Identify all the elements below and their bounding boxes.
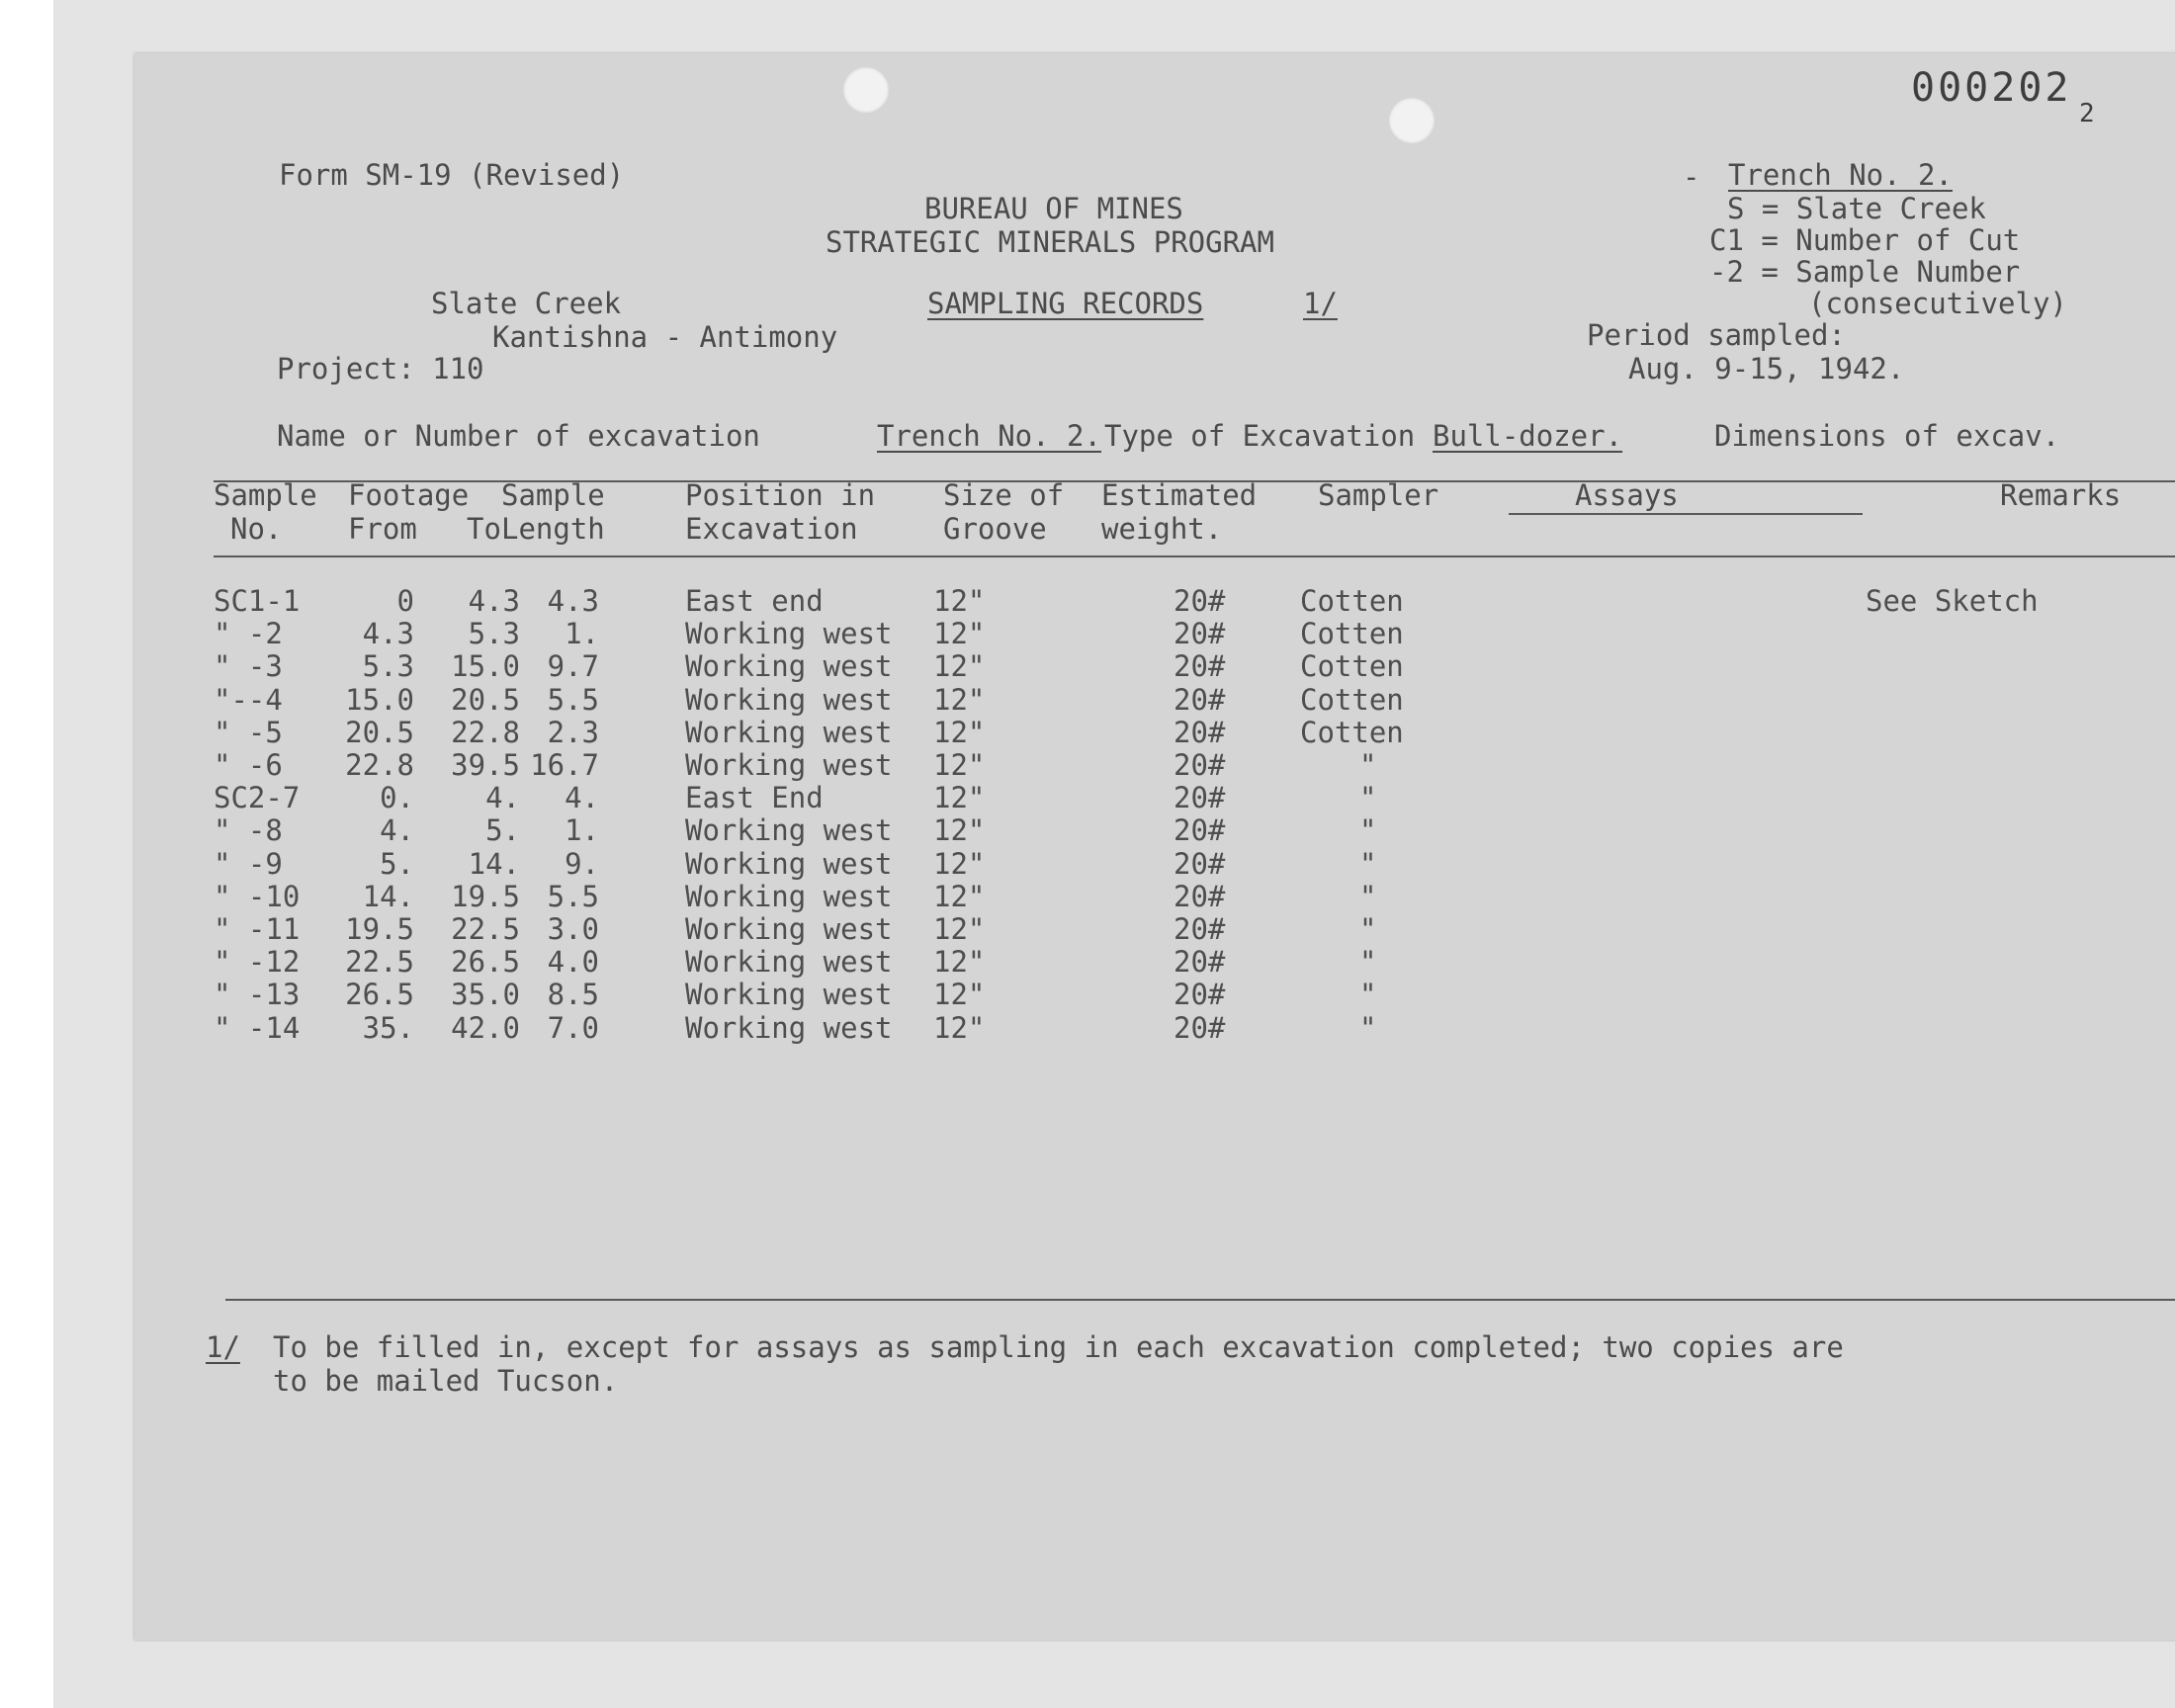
district: Kantishna - Antimony: [492, 320, 838, 354]
header-position: Position in: [685, 478, 876, 512]
assays-underline: [1509, 513, 1863, 515]
header-weight: weight.: [1101, 512, 1223, 546]
cell-sample-length: 1.: [565, 617, 599, 651]
cell-weight: 20#: [1174, 978, 1226, 1012]
cell-sample-no: " -2: [214, 617, 283, 651]
cell-footage-from: 0: [396, 584, 414, 618]
cell-sample-length: 9.: [565, 846, 599, 881]
cell-groove: 12": [933, 781, 986, 815]
cell-position: Working west: [685, 1010, 893, 1045]
header-sample-length: Sample: [501, 478, 605, 512]
cell-position: East End: [685, 781, 824, 815]
agency-heading: BUREAU OF MINES: [924, 192, 1183, 225]
header-sample-no: Sample: [214, 478, 317, 512]
program-heading: STRATEGIC MINERALS PROGRAM: [826, 225, 1274, 259]
cell-footage-to: 15.0: [451, 649, 520, 684]
cell-sample-no: " -8: [214, 813, 283, 848]
scanned-page: [53, 0, 2175, 1708]
excavation-type-label: Type of Excavation: [1104, 419, 1416, 453]
cell-footage-to: 22.5: [451, 912, 520, 946]
cell-sample-length: 2.3: [547, 715, 599, 749]
legend-line: C1 = Number of Cut: [1709, 223, 2021, 257]
cell-sampler: ": [1359, 846, 1377, 881]
header-remarks: Remarks: [2000, 478, 2122, 512]
cell-footage-to: 5.3: [468, 617, 520, 651]
cell-footage-from: 5.3: [362, 649, 414, 684]
document-title: SAMPLING RECORDS: [927, 287, 1204, 320]
cell-footage-from: 0.: [380, 781, 414, 815]
cell-footage-from: 4.: [380, 813, 414, 848]
cell-position: Working west: [685, 617, 893, 651]
footnote-text: To be filled in, except for assays as sampling in each excavation completed; two copies are: [273, 1330, 1844, 1364]
cell-sample-no: " -5: [214, 715, 283, 749]
cell-weight: 20#: [1174, 1010, 1226, 1045]
cell-weight: 20#: [1174, 813, 1226, 848]
cell-groove: 12": [933, 846, 986, 881]
cell-footage-from: 5.: [380, 846, 414, 881]
cell-sampler: Cotten: [1300, 584, 1404, 618]
cell-sampler: Cotten: [1300, 617, 1404, 651]
header-sample-length: Length: [501, 512, 605, 546]
cell-position: Working west: [685, 945, 893, 980]
cell-footage-to: 4.3: [468, 584, 520, 618]
cell-footage-to: 42.0: [451, 1010, 520, 1045]
cell-footage-from: 20.5: [345, 715, 414, 749]
header-to: To: [467, 512, 501, 546]
header-sample-no: No.: [230, 512, 283, 546]
header-groove: Groove: [943, 512, 1047, 546]
excavation-type-value: Bull-dozer.: [1433, 419, 1623, 453]
cell-sample-no: " -12: [214, 945, 301, 980]
cell-position: Working west: [685, 846, 893, 881]
cell-weight: 20#: [1174, 715, 1226, 749]
cell-sampler: ": [1359, 748, 1377, 782]
cell-sampler: Cotten: [1300, 649, 1404, 684]
cell-groove: 12": [933, 978, 986, 1012]
cell-weight: 20#: [1174, 781, 1226, 815]
cell-sample-no: SC1-1: [214, 584, 301, 618]
cell-sample-no: " -9: [214, 846, 283, 881]
cell-weight: 20#: [1174, 682, 1226, 717]
excavation-name-label: Name or Number of excavation: [277, 419, 760, 453]
cell-position: Working west: [685, 978, 893, 1012]
cell-groove: 12": [933, 649, 986, 684]
cell-sample-no: " -14: [214, 1010, 301, 1045]
cell-footage-to: 22.8: [451, 715, 520, 749]
cell-position: Working west: [685, 649, 893, 684]
period-value: Aug. 9-15, 1942.: [1628, 352, 1905, 385]
cell-footage-from: 35.: [362, 1010, 414, 1045]
cell-groove: 12": [933, 682, 986, 717]
dash-mark: -: [1683, 160, 1700, 194]
punch-hole: [1389, 98, 1435, 143]
header-groove: Size of: [943, 478, 1065, 512]
cell-sample-length: 9.7: [547, 649, 599, 684]
cell-footage-to: 35.0: [451, 978, 520, 1012]
cell-sampler: ": [1359, 912, 1377, 946]
footnote-text: to be mailed Tucson.: [273, 1364, 619, 1398]
footnote-marker: 1/: [206, 1330, 240, 1364]
cell-sample-length: 5.5: [547, 879, 599, 913]
legend-line: S = Slate Creek: [1727, 192, 1986, 225]
header-position: Excavation: [685, 512, 858, 546]
cell-sampler: Cotten: [1300, 682, 1404, 717]
period-label: Period sampled:: [1587, 318, 1846, 352]
cell-sample-length: 4.0: [547, 945, 599, 980]
cell-sampler: ": [1359, 879, 1377, 913]
cell-position: Working west: [685, 813, 893, 848]
cell-groove: 12": [933, 748, 986, 782]
cell-weight: 20#: [1174, 617, 1226, 651]
cell-footage-to: 5.: [485, 813, 520, 848]
cell-footage-to: 4.: [485, 781, 520, 815]
cell-footage-to: 20.5: [451, 682, 520, 717]
cell-footage-to: 39.5: [451, 748, 520, 782]
cell-sample-length: 3.0: [547, 912, 599, 946]
cell-position: Working west: [685, 715, 893, 749]
cell-footage-from: 14.: [362, 879, 414, 913]
cell-weight: 20#: [1174, 879, 1226, 913]
cell-sample-length: 5.5: [547, 682, 599, 717]
cell-position: Working west: [685, 748, 893, 782]
cell-groove: 12": [933, 813, 986, 848]
cell-sample-no: "--4: [214, 682, 283, 717]
cell-footage-to: 19.5: [451, 879, 520, 913]
header-footage: Footage: [348, 478, 470, 512]
cell-sample-no: " -10: [214, 879, 301, 913]
form-sheet: [134, 53, 2175, 1640]
excavation-name-value: Trench No. 2.: [877, 419, 1101, 453]
cell-footage-from: 22.8: [345, 748, 414, 782]
cell-footage-from: 15.0: [345, 682, 414, 717]
project: Project: 110: [277, 352, 484, 385]
cell-sample-no: " -11: [214, 912, 301, 946]
cell-footage-from: 4.3: [362, 617, 414, 651]
cell-sample-length: 16.7: [530, 748, 599, 782]
legend-line: (consecutively): [1808, 287, 2067, 320]
cell-groove: 12": [933, 945, 986, 980]
title-footnote-ref: 1/: [1303, 287, 1338, 320]
cell-sampler: Cotten: [1300, 715, 1404, 749]
cell-sampler: ": [1359, 781, 1377, 815]
document-number: 000202: [1911, 65, 2072, 111]
cell-sample-no: " -6: [214, 748, 283, 782]
cell-position: Working west: [685, 682, 893, 717]
legend-line: -2 = Sample Number: [1709, 255, 2021, 289]
cell-sample-length: 7.0: [547, 1010, 599, 1045]
cell-footage-from: 22.5: [345, 945, 414, 980]
location: Slate Creek: [431, 287, 622, 320]
cell-weight: 20#: [1174, 945, 1226, 980]
punch-hole: [843, 67, 889, 113]
cell-footage-to: 14.: [468, 846, 520, 881]
cell-sample-no: " -13: [214, 978, 301, 1012]
cell-sample-length: 8.5: [547, 978, 599, 1012]
cell-footage-from: 19.5: [345, 912, 414, 946]
table-header-rule: [214, 555, 2175, 557]
cell-position: Working west: [685, 879, 893, 913]
document-number-subscript: 2: [2079, 99, 2095, 128]
header-assays: Assays: [1575, 478, 1679, 512]
cell-weight: 20#: [1174, 584, 1226, 618]
cell-remarks: See Sketch: [1866, 584, 2039, 618]
cell-sample-no: " -3: [214, 649, 283, 684]
cell-sample-length: 1.: [565, 813, 599, 848]
cell-position: Working west: [685, 912, 893, 946]
cell-position: East end: [685, 584, 824, 618]
header-weight: Estimated: [1101, 478, 1258, 512]
cell-footage-to: 26.5: [451, 945, 520, 980]
cell-groove: 12": [933, 617, 986, 651]
cell-groove: 12": [933, 715, 986, 749]
cell-sampler: ": [1359, 945, 1377, 980]
cell-groove: 12": [933, 912, 986, 946]
cell-weight: 20#: [1174, 649, 1226, 684]
dimensions-label: Dimensions of excav.: [1714, 419, 2060, 453]
cell-groove: 12": [933, 1010, 986, 1045]
cell-groove: 12": [933, 879, 986, 913]
cell-weight: 20#: [1174, 912, 1226, 946]
cell-weight: 20#: [1174, 748, 1226, 782]
header-from: From: [348, 512, 417, 546]
cell-sampler: ": [1359, 978, 1377, 1012]
footer-rule: [225, 1299, 2175, 1301]
cell-sampler: ": [1359, 1010, 1377, 1045]
cell-sample-no: SC2-7: [214, 781, 301, 815]
form-id: Form SM-19 (Revised): [279, 158, 625, 192]
header-sampler: Sampler: [1318, 478, 1439, 512]
cell-sample-length: 4.: [565, 781, 599, 815]
cell-weight: 20#: [1174, 846, 1226, 881]
cell-footage-from: 26.5: [345, 978, 414, 1012]
trench-label: Trench No. 2.: [1728, 158, 1953, 192]
cell-sampler: ": [1359, 813, 1377, 848]
cell-sample-length: 4.3: [547, 584, 599, 618]
cell-groove: 12": [933, 584, 986, 618]
